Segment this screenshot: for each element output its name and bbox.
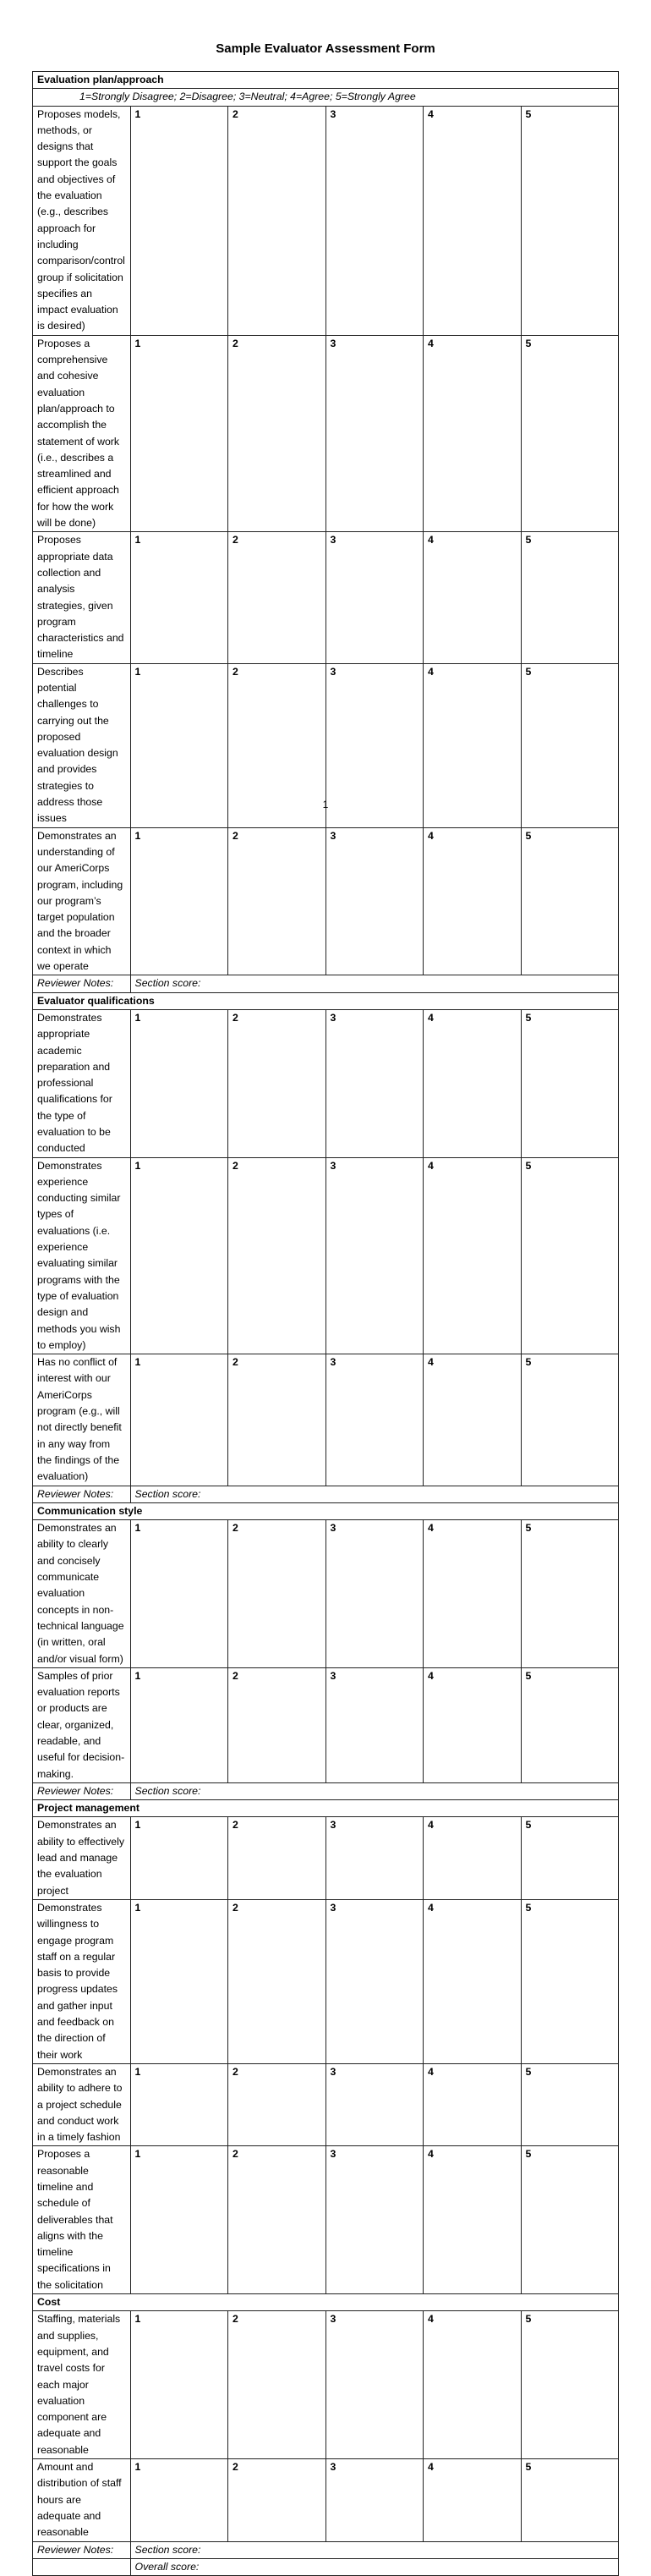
criterion-text: Amount and distribution of staff hours are adequate and reasonable	[33, 2459, 131, 2541]
score-option-4[interactable]: 4	[424, 1667, 522, 1782]
criterion-text: Samples of prior evaluation reports or products are clear, organized, readable, and useful for decision-making.	[33, 1667, 131, 1782]
score-option-1[interactable]: 1	[130, 532, 228, 663]
criterion-row	[33, 1157, 619, 1354]
score-option-5[interactable]: 5	[521, 335, 619, 532]
criterion-row	[33, 1520, 619, 1668]
score-option-5[interactable]: 5	[521, 1009, 619, 1157]
score-option-2[interactable]: 2	[228, 1817, 326, 1899]
score-option-2[interactable]: 2	[228, 106, 326, 335]
score-option-1[interactable]: 1	[130, 2311, 228, 2459]
score-option-1[interactable]: 1	[130, 827, 228, 975]
criterion-text: Demonstrates an understanding of our AmeriCorps program, including our program’s target population and the broader context in which we operate	[33, 827, 131, 975]
score-option-5[interactable]: 5	[521, 2063, 619, 2145]
score-option-2[interactable]: 2	[228, 532, 326, 663]
score-option-4[interactable]: 4	[424, 2311, 522, 2459]
score-option-3[interactable]: 3	[326, 532, 424, 663]
criterion-row	[33, 1899, 619, 2063]
score-option-3[interactable]: 3	[326, 1817, 424, 1899]
score-option-1[interactable]: 1	[130, 663, 228, 827]
section-heading-row	[33, 72, 619, 89]
criterion-row	[33, 1667, 619, 1782]
overall-score-field[interactable]: Overall score:	[130, 2558, 619, 2575]
score-option-3[interactable]: 3	[326, 1667, 424, 1782]
score-option-4[interactable]: 4	[424, 1354, 522, 1486]
rating-legend-row	[33, 89, 619, 106]
score-option-5[interactable]: 5	[521, 1354, 619, 1486]
score-option-1[interactable]: 1	[130, 1157, 228, 1354]
score-option-5[interactable]: 5	[521, 1817, 619, 1899]
criterion-text: Demonstrates an ability to adhere to a project schedule and conduct work in a timely fashion	[33, 2063, 131, 2145]
score-option-3[interactable]: 3	[326, 827, 424, 975]
score-option-1[interactable]: 1	[130, 1520, 228, 1668]
score-option-3[interactable]: 3	[326, 335, 424, 532]
score-option-5[interactable]: 5	[521, 106, 619, 335]
score-option-2[interactable]: 2	[228, 1157, 326, 1354]
score-option-1[interactable]: 1	[130, 2146, 228, 2294]
score-option-2[interactable]: 2	[228, 2146, 326, 2294]
criterion-text: Demonstrates experience conducting similar types of evaluations (i.e. experience evaluating similar programs with the type of evaluation design and methods you wish to employ)	[33, 1157, 131, 1354]
criterion-text: Has no conflict of interest with our AmeriCorps program (e.g., will not directly benefit in any way from the findings of the evaluation)	[33, 1354, 131, 1486]
score-option-4[interactable]: 4	[424, 2146, 522, 2294]
section-heading: Cost	[33, 2294, 619, 2311]
reviewer-notes-row	[33, 975, 619, 992]
rating-legend: 1=Strongly Disagree; 2=Disagree; 3=Neutral; 4=Agree; 5=Strongly Agree	[33, 89, 619, 106]
reviewer-notes-row	[33, 1782, 619, 1799]
score-option-4[interactable]: 4	[424, 1009, 522, 1157]
score-option-1[interactable]: 1	[130, 1009, 228, 1157]
score-option-5[interactable]: 5	[521, 663, 619, 827]
criterion-row	[33, 1354, 619, 1486]
score-option-2[interactable]: 2	[228, 1520, 326, 1668]
blank-cell	[33, 2558, 131, 2575]
score-option-3[interactable]: 3	[326, 2311, 424, 2459]
score-option-3[interactable]: 3	[326, 1520, 424, 1668]
criterion-text: Demonstrates an ability to effectively lead and manage the evaluation project	[33, 1817, 131, 1899]
score-option-5[interactable]: 5	[521, 532, 619, 663]
reviewer-notes-row	[33, 2541, 619, 2558]
criterion-row	[33, 2311, 619, 2459]
reviewer-notes-field[interactable]: Reviewer Notes:	[33, 2541, 131, 2558]
score-option-3[interactable]: 3	[326, 1157, 424, 1354]
criterion-row	[33, 1009, 619, 1157]
score-option-5[interactable]: 5	[521, 2146, 619, 2294]
criterion-row	[33, 2146, 619, 2294]
criterion-row	[33, 106, 619, 335]
score-option-2[interactable]: 2	[228, 2459, 326, 2541]
score-option-2[interactable]: 2	[228, 1354, 326, 1486]
section-heading-row	[33, 2294, 619, 2311]
score-option-5[interactable]: 5	[521, 1520, 619, 1668]
score-option-4[interactable]: 4	[424, 532, 522, 663]
score-option-4[interactable]: 4	[424, 335, 522, 532]
score-option-4[interactable]: 4	[424, 2063, 522, 2145]
score-option-4[interactable]: 4	[424, 2459, 522, 2541]
section-heading-row	[33, 1800, 619, 1817]
section-heading: Evaluator qualifications	[33, 992, 619, 1009]
section-heading: Evaluation plan/approach	[33, 72, 619, 89]
score-option-3[interactable]: 3	[326, 663, 424, 827]
section-heading-row	[33, 1502, 619, 1519]
section-score-field[interactable]: Section score:	[130, 975, 619, 992]
section-score-field[interactable]: Section score:	[130, 2541, 619, 2558]
score-option-2[interactable]: 2	[228, 1667, 326, 1782]
score-option-3[interactable]: 3	[326, 2459, 424, 2541]
score-option-5[interactable]: 5	[521, 2459, 619, 2541]
score-option-4[interactable]: 4	[424, 663, 522, 827]
score-option-1[interactable]: 1	[130, 2459, 228, 2541]
page-title: Sample Evaluator Assessment Form	[216, 41, 435, 56]
score-option-3[interactable]: 3	[326, 2063, 424, 2145]
criterion-text: Proposes appropriate data collection and analysis strategies, given program characteristics and timeline	[33, 532, 131, 663]
score-option-3[interactable]: 3	[326, 106, 424, 335]
score-option-5[interactable]: 5	[521, 2311, 619, 2459]
score-option-4[interactable]: 4	[424, 1157, 522, 1354]
reviewer-notes-field[interactable]: Reviewer Notes:	[33, 1486, 131, 1502]
score-option-4[interactable]: 4	[424, 106, 522, 335]
criterion-text: Demonstrates willingness to engage program staff on a regular basis to provide progress updates and gather input and feedback on the direction of their work	[33, 1899, 131, 2063]
score-option-1[interactable]: 1	[130, 335, 228, 532]
score-option-4[interactable]: 4	[424, 1520, 522, 1668]
score-option-1[interactable]: 1	[130, 1667, 228, 1782]
criterion-row	[33, 335, 619, 532]
score-option-3[interactable]: 3	[326, 2146, 424, 2294]
score-option-1[interactable]: 1	[130, 1354, 228, 1486]
score-option-5[interactable]: 5	[521, 1157, 619, 1354]
section-heading-row	[33, 992, 619, 1009]
score-option-2[interactable]: 2	[228, 827, 326, 975]
score-option-3[interactable]: 3	[326, 1009, 424, 1157]
score-option-3[interactable]: 3	[326, 1354, 424, 1486]
score-option-1[interactable]: 1	[130, 106, 228, 335]
criterion-text: Demonstrates an ability to clearly and concisely communicate evaluation concepts in non-technical language (in written, oral and/or visual form)	[33, 1520, 131, 1668]
score-option-2[interactable]: 2	[228, 1009, 326, 1157]
section-score-field[interactable]: Section score:	[130, 1486, 619, 1502]
assessment-table	[32, 71, 619, 2576]
criterion-row	[33, 2063, 619, 2145]
score-option-1[interactable]: 1	[130, 1817, 228, 1899]
overall-score-row	[33, 2558, 619, 2575]
score-option-2[interactable]: 2	[228, 2311, 326, 2459]
score-option-2[interactable]: 2	[228, 663, 326, 827]
section-heading: Project management	[33, 1800, 619, 1817]
criterion-text: Proposes a reasonable timeline and schedule of deliverables that aligns with the timeline specifications in the solicitation	[33, 2146, 131, 2294]
criterion-text: Proposes a comprehensive and cohesive evaluation plan/approach to accomplish the statement of work (i.e., describes a streamlined and efficient approach for how the work will be done)	[33, 335, 131, 532]
page-number: 1	[322, 799, 329, 810]
criterion-row	[33, 827, 619, 975]
section-heading: Communication style	[33, 1502, 619, 1519]
reviewer-notes-field[interactable]: Reviewer Notes:	[33, 1782, 131, 1799]
score-option-5[interactable]: 5	[521, 1667, 619, 1782]
score-option-1[interactable]: 1	[130, 2063, 228, 2145]
criterion-row	[33, 2459, 619, 2541]
score-option-2[interactable]: 2	[228, 335, 326, 532]
criterion-text: Staffing, materials and supplies, equipment, and travel costs for each major evaluation component are adequate and reasonable	[33, 2311, 131, 2459]
reviewer-notes-field[interactable]: Reviewer Notes:	[33, 975, 131, 992]
criterion-row	[33, 1817, 619, 1899]
criterion-text: Describes potential challenges to carrying out the proposed evaluation design and provides strategies to address those issues	[33, 663, 131, 827]
score-option-4[interactable]: 4	[424, 1817, 522, 1899]
score-option-1[interactable]: 1	[130, 1899, 228, 2063]
score-option-4[interactable]: 4	[424, 827, 522, 975]
criterion-text: Proposes models, methods, or designs that support the goals and objectives of the evaluation (e.g., describes approach for including comparison/control group if solicitation specifies an impact evaluation is desired)	[33, 106, 131, 335]
score-option-5[interactable]: 5	[521, 827, 619, 975]
score-option-3[interactable]: 3	[326, 1899, 424, 2063]
criterion-text: Demonstrates appropriate academic preparation and professional qualifications for the type of evaluation to be conducted	[33, 1009, 131, 1157]
score-option-4[interactable]: 4	[424, 1899, 522, 2063]
score-option-2[interactable]: 2	[228, 1899, 326, 2063]
section-score-field[interactable]: Section score:	[130, 1782, 619, 1799]
score-option-2[interactable]: 2	[228, 2063, 326, 2145]
criterion-row	[33, 532, 619, 663]
reviewer-notes-row	[33, 1486, 619, 1502]
score-option-5[interactable]: 5	[521, 1899, 619, 2063]
